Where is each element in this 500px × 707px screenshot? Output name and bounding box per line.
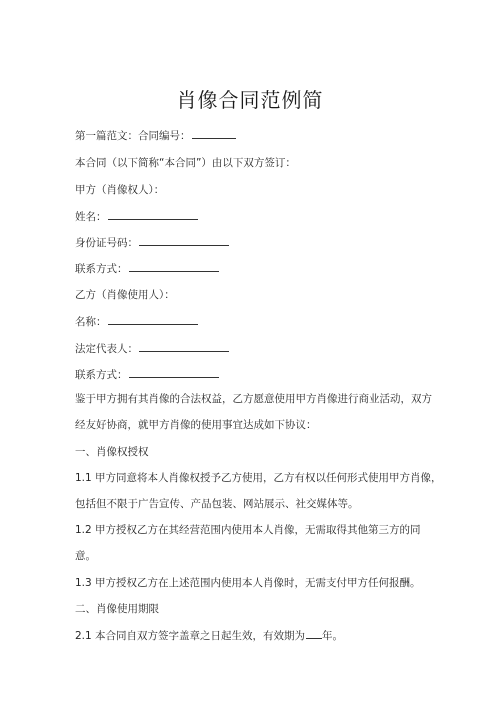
clause-2-1-suffix: 年。 [322,630,344,642]
preamble-line-2: 经友好协商，就甲方肖像的使用事宜达成如下协议： [75,419,317,431]
party-a-id-line [75,235,229,250]
party-b-heading: 乙方（肖像使用人）： [75,289,175,301]
party-b-contact-blank [129,367,219,378]
party-a-contact-blank [129,261,219,272]
clause-2-1-text: 2.1 本合同自双方签字盖章之日起生效，有效期为 [75,630,306,642]
clause-1-1-line-1: 1.1 甲方同意将本人肖像权授予乙方使用，乙方有权以任何形式使用甲方肖像， [75,472,442,484]
clause-1-1-line-2: 包括但不限于广告宣传、产品包装、网站展示、社交媒体等。 [75,498,359,510]
clause-2-1-line [75,628,343,643]
intro-line: 本合同（以下简称“本合同”）由以下双方签订： [75,157,296,169]
party-a-name-label: 姓名： [75,211,107,223]
clause-1-3-line: 1.3 甲方授权乙方在上述范围内使用本人肖像时，无需支付甲方任何报酬。 [75,577,421,589]
preamble-line-1: 鉴于甲方拥有其肖像的合法权益，乙方愿意使用甲方肖像进行商业活动，双方 [75,393,432,405]
party-b-contact-line [75,367,219,382]
section-2-heading: 二、肖像使用期限 [75,603,159,615]
party-a-name-line [75,209,198,224]
party-b-name-line [75,314,198,329]
contract-number-line [75,128,236,143]
term-years-blank [306,628,322,639]
clause-1-2-line-1: 1.2 甲方授权乙方在其经营范围内使用本人肖像，无需取得其他第三方的同 [75,524,421,536]
party-a-id-blank [139,235,229,246]
party-b-rep-label: 法定代表人： [75,343,138,355]
party-b-rep-line [75,341,229,356]
party-a-contact-line [75,261,219,276]
contract-number-blank [192,128,236,139]
document-title: 肖像合同范例简 [176,88,324,112]
section-1-heading: 一、肖像权授权 [75,446,149,458]
party-a-heading: 甲方（肖像权人）： [75,184,165,196]
party-b-rep-blank [139,341,229,352]
party-b-name-label: 名称： [75,316,107,328]
party-a-name-blank [108,209,198,220]
party-b-name-blank [108,314,198,325]
party-b-contact-label: 联系方式： [75,369,128,381]
clause-1-2-line-2: 意。 [75,550,96,562]
party-a-id-label: 身份证号码： [75,237,138,249]
party-a-contact-label: 联系方式： [75,263,128,275]
contract-number-label: 第一篇范文：合同编号： [75,130,191,142]
